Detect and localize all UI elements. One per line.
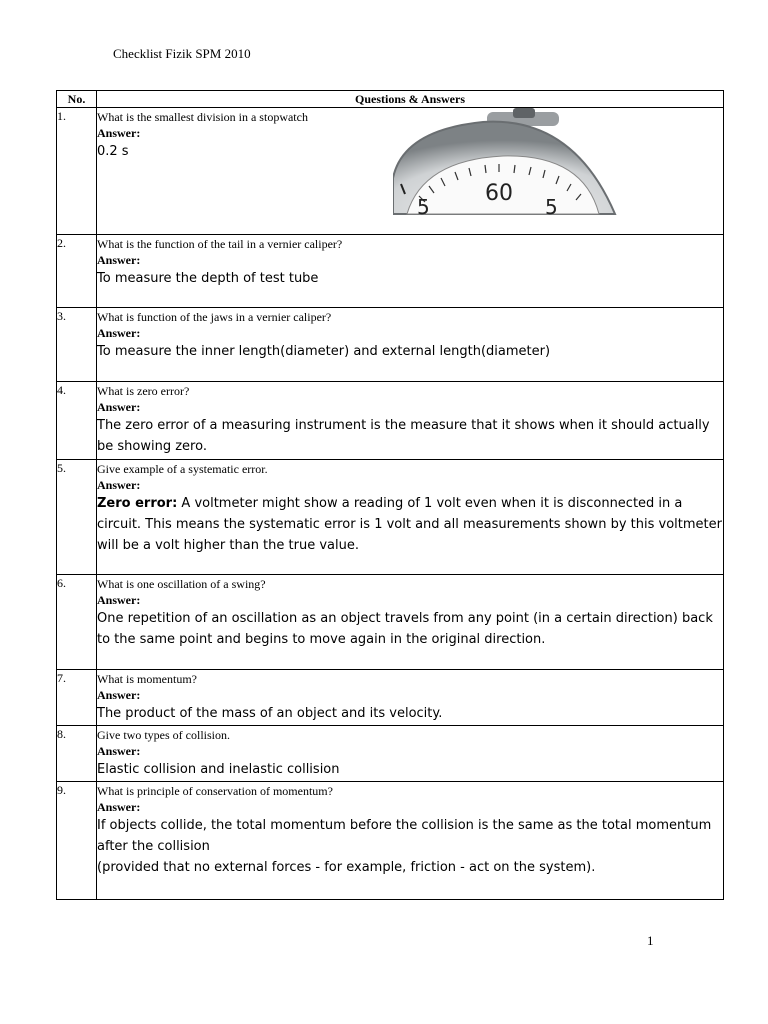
qa-cell — [97, 460, 724, 575]
answer-text: To measure the depth of test tube — [97, 271, 319, 286]
question-text: What is principle of conservation of momentum? — [97, 784, 333, 798]
answer-note: (provided that no external forces - for example, friction - act on the system). — [97, 860, 596, 875]
answer-label: Answer: — [97, 800, 141, 814]
answer-label: Answer: — [97, 326, 141, 340]
row-number: 9. — [57, 782, 97, 900]
question-text: What is zero error? — [97, 384, 190, 398]
answer-text: The zero error of a measuring instrument is the measure that it shows when it should actually be showing zero. — [97, 418, 710, 454]
page-number: 1 — [647, 933, 654, 948]
table-row — [57, 308, 724, 382]
stopwatch-image — [393, 108, 617, 216]
row-number: 2. — [57, 235, 97, 308]
answer-text — [97, 493, 723, 556]
question-text: What is function of the jaws in a vernier caliper? — [97, 310, 332, 324]
question-text: What is momentum? — [97, 672, 197, 686]
qa-cell — [97, 670, 724, 726]
qa-cell — [97, 108, 724, 235]
qa-cell — [97, 235, 724, 308]
row-number: 4. — [57, 382, 97, 460]
row-number: 1. — [57, 108, 97, 235]
table-row — [57, 575, 724, 670]
dial-label-left: 5 — [417, 195, 430, 216]
question-text: Give two types of collision. — [97, 728, 230, 742]
qa-cell — [97, 726, 724, 782]
document-title: Checklist Fizik SPM 2010 — [113, 46, 251, 61]
question-text: What is the function of the tail in a vernier caliper? — [97, 237, 343, 251]
answer-body: A voltmeter might show a reading of 1 volt even when it is disconnected in a circuit. This means the systematic error is 1 volt and all measurements shown by this voltmeter will be a volt higher than the true value. — [97, 496, 722, 553]
table-row — [57, 782, 724, 900]
answer-text: 0.2 s — [97, 144, 129, 159]
answer-label: Answer: — [97, 744, 141, 758]
answer-label: Answer: — [97, 688, 141, 702]
answer-text: One repetition of an oscillation as an object travels from any point (in a certain direction) back to the same point and begins to move again in the original direction. — [97, 611, 713, 647]
qa-cell — [97, 575, 724, 670]
answer-text: To measure the inner length(diameter) and external length(diameter) — [97, 344, 551, 359]
answer-text: The product of the mass of an object and its velocity. — [97, 706, 443, 721]
answer-label: Answer: — [97, 478, 141, 492]
dial-label-top: 60 — [485, 181, 513, 206]
answer-label: Answer: — [97, 126, 141, 140]
question-text: What is one oscillation of a swing? — [97, 577, 266, 591]
table-row — [57, 382, 724, 460]
dial-label-right: 5 — [545, 195, 558, 216]
question-text: Give example of a systematic error. — [97, 462, 268, 476]
row-number: 7. — [57, 670, 97, 726]
table-row — [57, 235, 724, 308]
table-row — [57, 670, 724, 726]
table-row — [57, 460, 724, 575]
qa-cell — [97, 308, 724, 382]
table-row — [57, 108, 724, 235]
answer-label: Answer: — [97, 253, 141, 267]
row-number: 5. — [57, 460, 97, 575]
table-header-row — [57, 91, 724, 108]
row-number: 6. — [57, 575, 97, 670]
question-text: What is the smallest division in a stopwatch — [97, 110, 308, 124]
header-no: No. — [57, 91, 97, 108]
answer-text: If objects collide, the total momentum before the collision is the same as the total momentum after the collision — [97, 818, 712, 854]
table-row — [57, 726, 724, 782]
answer-label: Answer: — [97, 400, 141, 414]
header-questions-answers: Questions & Answers — [97, 91, 724, 108]
checklist-table — [56, 90, 724, 900]
row-number: 8. — [57, 726, 97, 782]
row-number: 3. — [57, 308, 97, 382]
answer-bold-term: Zero error: — [97, 496, 178, 511]
answer-text: Elastic collision and inelastic collision — [97, 762, 340, 777]
qa-cell — [97, 382, 724, 460]
qa-cell — [97, 782, 724, 900]
answer-label: Answer: — [97, 593, 141, 607]
